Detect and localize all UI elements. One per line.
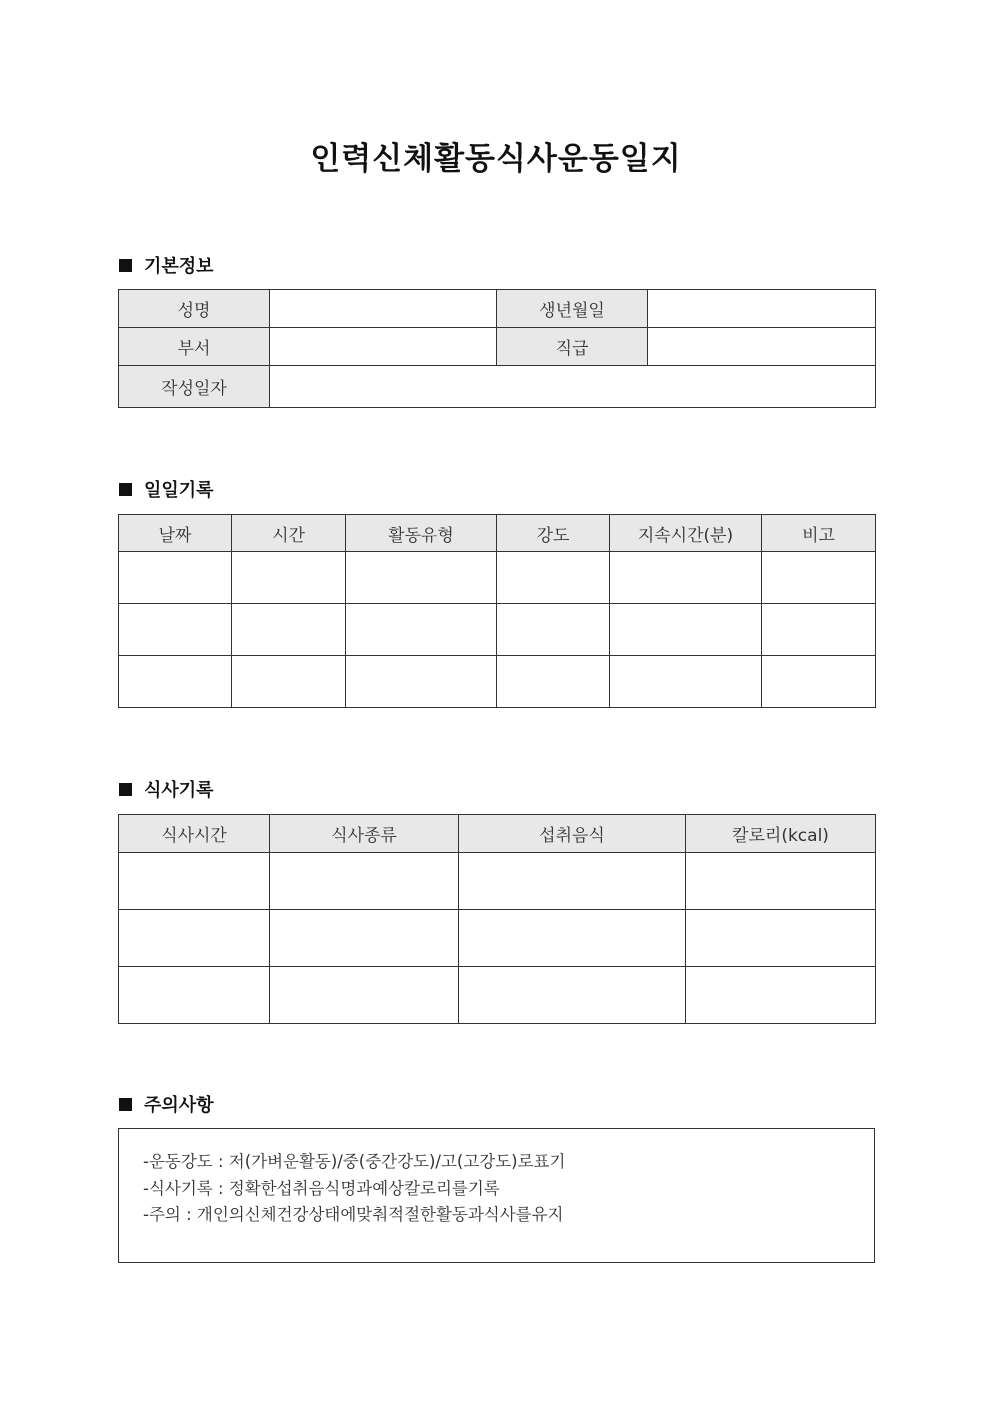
- square-bullet-icon: [119, 483, 132, 496]
- time-cell[interactable]: [232, 604, 346, 656]
- calories-cell[interactable]: [686, 967, 876, 1024]
- meal-type-cell[interactable]: [270, 853, 459, 910]
- table-header-row: [119, 515, 876, 552]
- column-header-date: 날짜: [119, 515, 232, 552]
- time-cell[interactable]: [232, 656, 346, 708]
- meal-record-table: [118, 814, 876, 1024]
- food-intake-cell[interactable]: [459, 853, 686, 910]
- table-header-row: [119, 815, 876, 853]
- section-heading-label: 주의사항: [144, 1095, 214, 1116]
- column-header-meal-time: 식사시간: [119, 815, 270, 853]
- intensity-cell[interactable]: [497, 604, 610, 656]
- date-cell[interactable]: [119, 656, 232, 708]
- document-title: 인력신체활동식사운동일지: [310, 141, 682, 177]
- column-header-activity-type: 활동유형: [346, 515, 497, 552]
- activity-type-cell[interactable]: [346, 656, 497, 708]
- section-heading-label: 기본정보: [144, 256, 214, 277]
- time-cell[interactable]: [232, 552, 346, 604]
- note-line-meal-record: -식사기록 : 정확한섭취음식명과예상칼로리를기록: [143, 1178, 500, 1198]
- square-bullet-icon: [119, 783, 132, 796]
- note-line-intensity: -운동강도 : 저(가벼운활동)/중(중간강도)/고(고강도)로표기: [143, 1152, 566, 1171]
- section-heading-notes: [119, 1092, 214, 1116]
- section-heading-basic-info: [119, 253, 214, 277]
- written-date-label: 작성일자: [119, 366, 270, 408]
- activity-type-cell[interactable]: [346, 552, 497, 604]
- remarks-cell[interactable]: [762, 552, 876, 604]
- section-heading-daily-record: [119, 477, 214, 501]
- calories-cell[interactable]: [686, 910, 876, 967]
- rank-label: 직급: [497, 328, 648, 366]
- table-row: [119, 290, 876, 328]
- column-header-time: 시간: [232, 515, 346, 552]
- table-row: [119, 967, 876, 1024]
- table-row: [119, 366, 876, 408]
- intensity-cell[interactable]: [497, 656, 610, 708]
- meal-time-cell[interactable]: [119, 910, 270, 967]
- column-header-duration: 지속시간(분): [610, 515, 762, 552]
- table-row: [119, 910, 876, 967]
- column-header-calories: 칼로리(kcal): [686, 815, 876, 853]
- note-line-caution: -주의 : 개인의신체건강상태에맞춰적절한활동과식사를유지: [143, 1205, 564, 1224]
- notes-list: [119, 1129, 874, 1229]
- food-intake-cell[interactable]: [459, 910, 686, 967]
- table-row: [119, 656, 876, 708]
- birthdate-label: 생년월일: [497, 290, 648, 328]
- table-row: [119, 328, 876, 366]
- activity-type-cell[interactable]: [346, 604, 497, 656]
- column-header-intensity: 강도: [497, 515, 610, 552]
- section-heading-meal-record: [119, 777, 214, 801]
- department-field[interactable]: [270, 328, 497, 366]
- name-label: 성명: [119, 290, 270, 328]
- square-bullet-icon: [119, 1098, 132, 1111]
- rank-field[interactable]: [648, 328, 876, 366]
- intensity-cell[interactable]: [497, 552, 610, 604]
- department-label: 부서: [119, 328, 270, 366]
- meal-type-cell[interactable]: [270, 967, 459, 1024]
- meal-time-cell[interactable]: [119, 853, 270, 910]
- notes-box: [118, 1128, 875, 1263]
- duration-cell[interactable]: [610, 604, 762, 656]
- section-heading-label: 일일기록: [144, 480, 214, 501]
- square-bullet-icon: [119, 259, 132, 272]
- table-row: [119, 853, 876, 910]
- daily-record-table: [118, 514, 876, 708]
- meal-type-cell[interactable]: [270, 910, 459, 967]
- calories-cell[interactable]: [686, 853, 876, 910]
- date-cell[interactable]: [119, 552, 232, 604]
- meal-time-cell[interactable]: [119, 967, 270, 1024]
- table-row: [119, 552, 876, 604]
- written-date-field[interactable]: [270, 366, 876, 408]
- column-header-food-intake: 섭취음식: [459, 815, 686, 853]
- basic-info-table: [118, 289, 876, 408]
- birthdate-field[interactable]: [648, 290, 876, 328]
- column-header-remarks: 비고: [762, 515, 876, 552]
- date-cell[interactable]: [119, 604, 232, 656]
- name-field[interactable]: [270, 290, 497, 328]
- table-row: [119, 604, 876, 656]
- duration-cell[interactable]: [610, 552, 762, 604]
- food-intake-cell[interactable]: [459, 967, 686, 1024]
- remarks-cell[interactable]: [762, 604, 876, 656]
- duration-cell[interactable]: [610, 656, 762, 708]
- remarks-cell[interactable]: [762, 656, 876, 708]
- column-header-meal-type: 식사종류: [270, 815, 459, 853]
- section-heading-label: 식사기록: [144, 780, 214, 801]
